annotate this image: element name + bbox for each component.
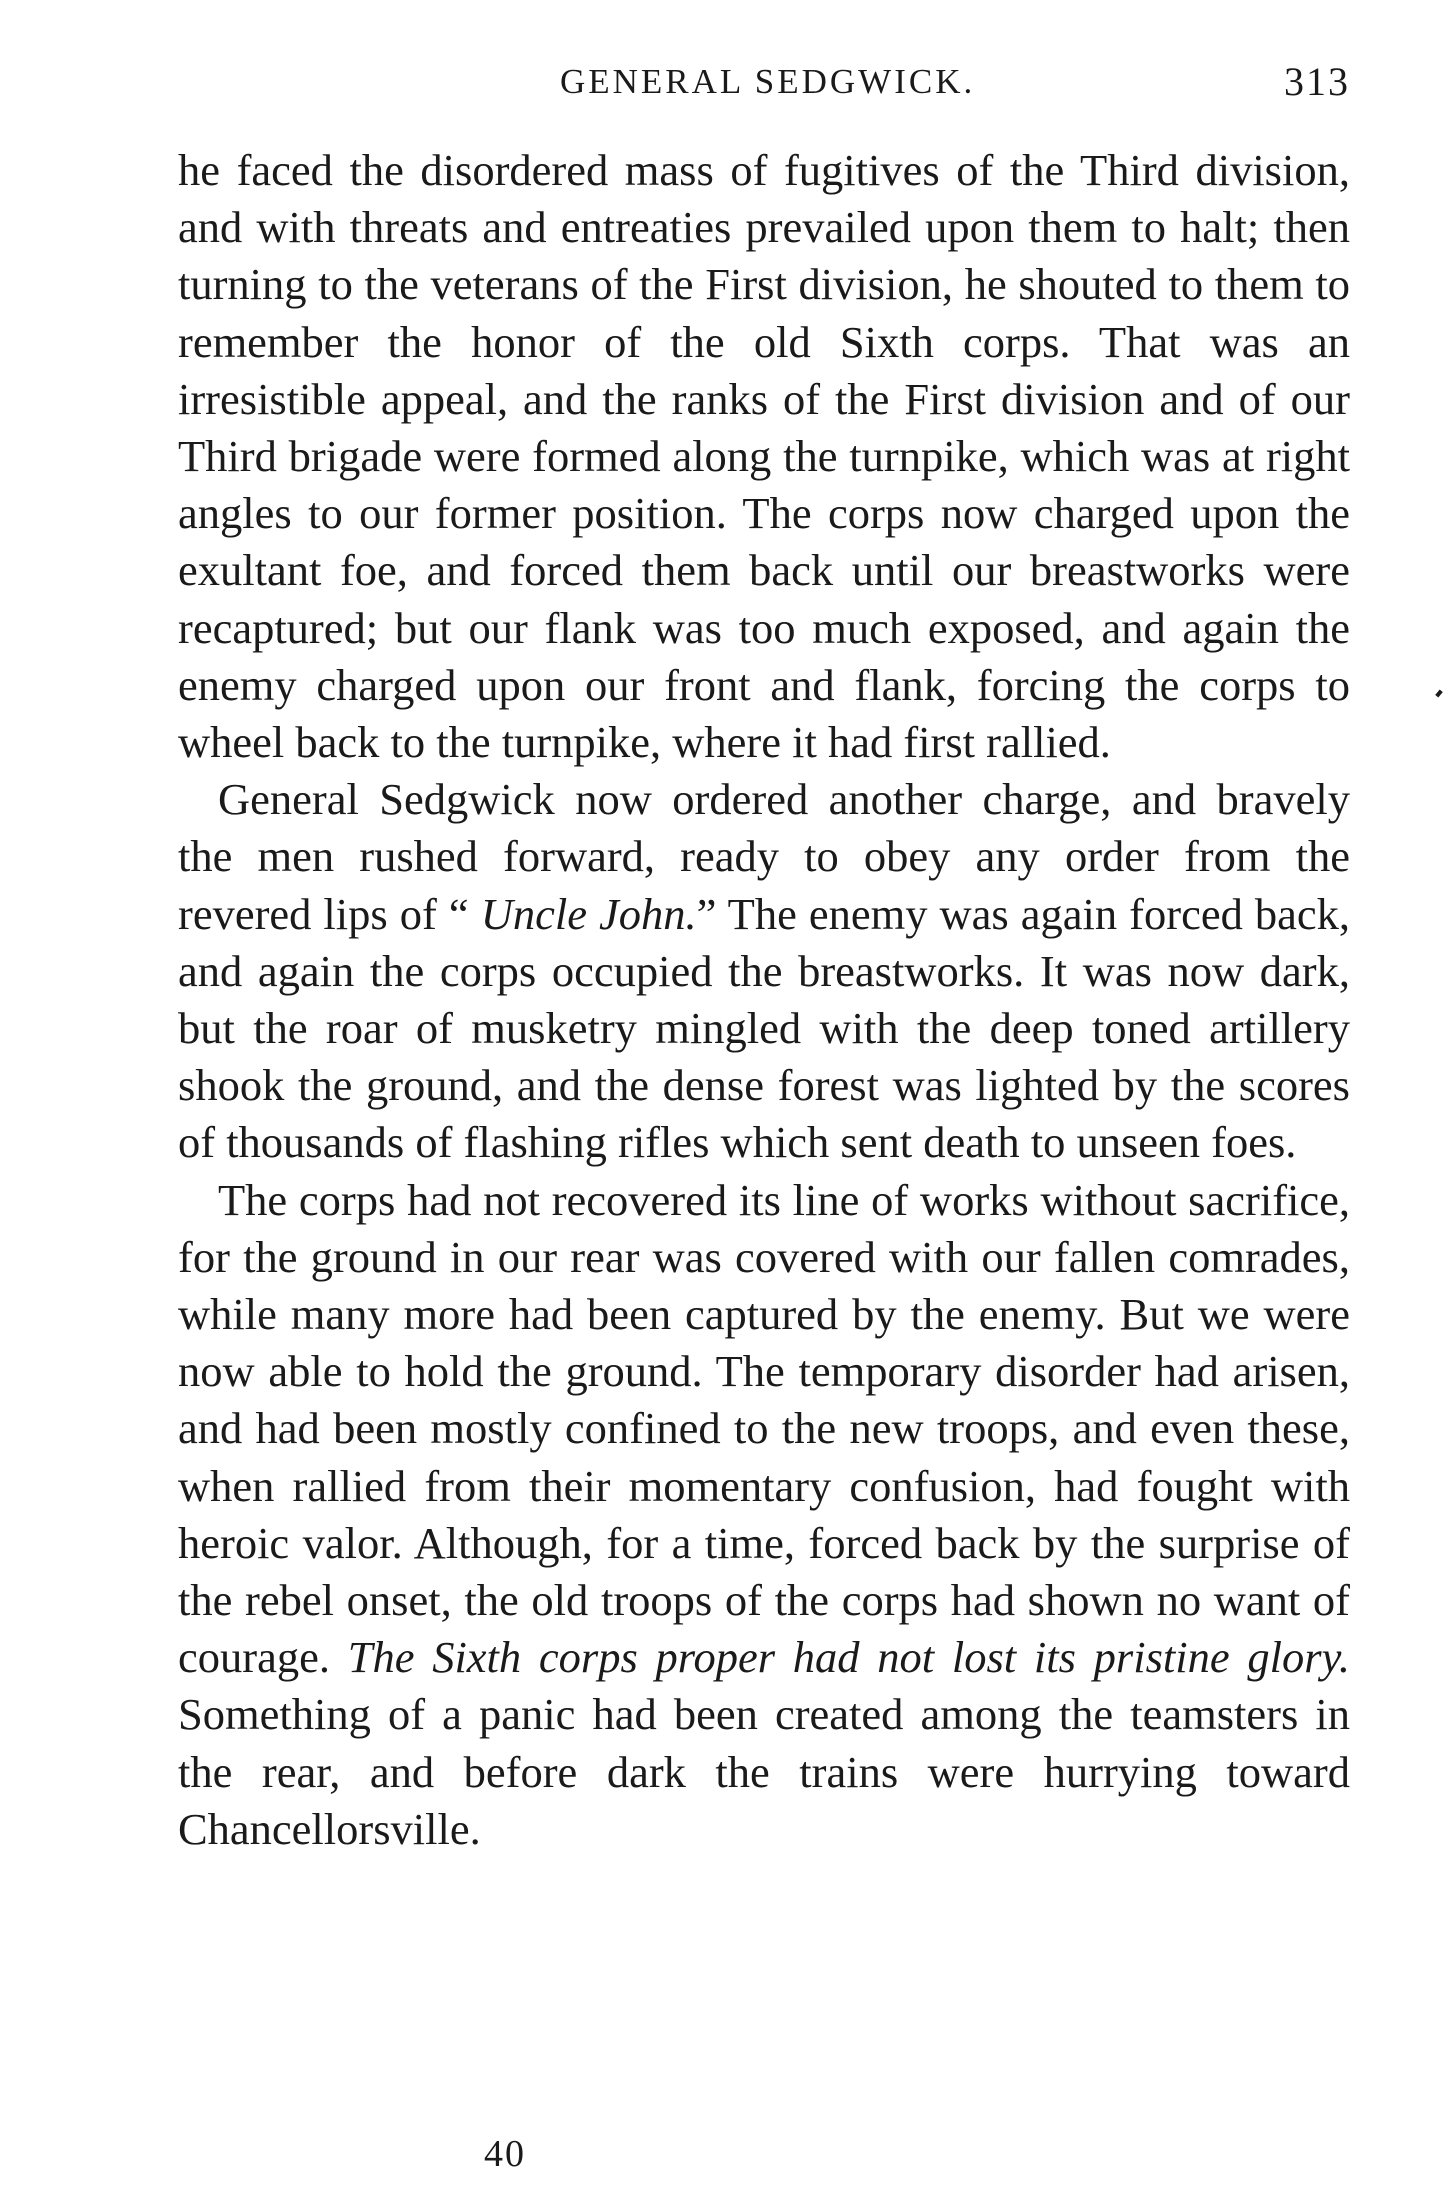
uncle-john-italic: Uncle John.	[480, 888, 697, 939]
stray-ink-mark	[1435, 690, 1443, 698]
paragraph-3-text-b: Something of a panic had been created among the teamsters in the rear, and before dark the trains were hurrying toward Chancellorsville.	[178, 1689, 1350, 1854]
signature-mark: 40	[484, 2133, 526, 2175]
running-head	[178, 58, 1350, 118]
paragraph-2-text-b: ” The enemy was again forced back, and again the corps occupied the breastworks. It was now dark, but the roar of musketry mingled with the deep toned artillery shook the ground, and the dense forest was lighted by the scores of thousands of flashing rifles which sent death to unseen foes.	[178, 888, 1350, 1168]
body-text	[178, 142, 1350, 1858]
paragraph-3	[178, 1172, 1350, 1858]
paragraph-2-text-a: General Sedgwick now ordered another charge, and bravely the men rushed forward, ready to obey any order from the revered lips of “	[178, 774, 1350, 939]
paragraph-3-text-a: The corps had not recovered its line of works without sacrifice, for the ground in our rear was covered with our fallen comrades, while many more had been captured by the enemy. But we were now able to hold the ground. The temporary disorder had arisen, and had been mostly confined to the new troops, and even these, when rallied from their momentary confusion, had fought with heroic valor. Although, for a time, forced back by the surprise of the rebel onset, the old troops of the corps had shown no want of courage.	[178, 1174, 1350, 1683]
paragraph-2	[178, 771, 1350, 1171]
paragraph-1	[178, 142, 1350, 771]
page-number: 313	[1284, 59, 1350, 104]
running-title: GENERAL SEDGWICK.	[560, 62, 976, 101]
paragraph-1-text: he faced the disordered mass of fugitives of the Third division, and with threats and entreaties prevailed upon them to halt; then turning to the veterans of the First division, he shouted to them to remember the honor of the old Sixth corps. That was an irresistible appeal, and the ranks of the First division and of our Third brigade were formed along the turnpike, which was at right angles to our former position. The corps now charged upon the exultant foe, and forced them back until our breastworks were recaptured; but our flank was too much exposed, and again the enemy charged upon our front and flank, forcing the corps to wheel back to the turnpike, where it had first rallied.	[178, 145, 1350, 768]
sixth-corps-italic: The Sixth corps proper had not lost its pristine glory.	[347, 1632, 1351, 1683]
